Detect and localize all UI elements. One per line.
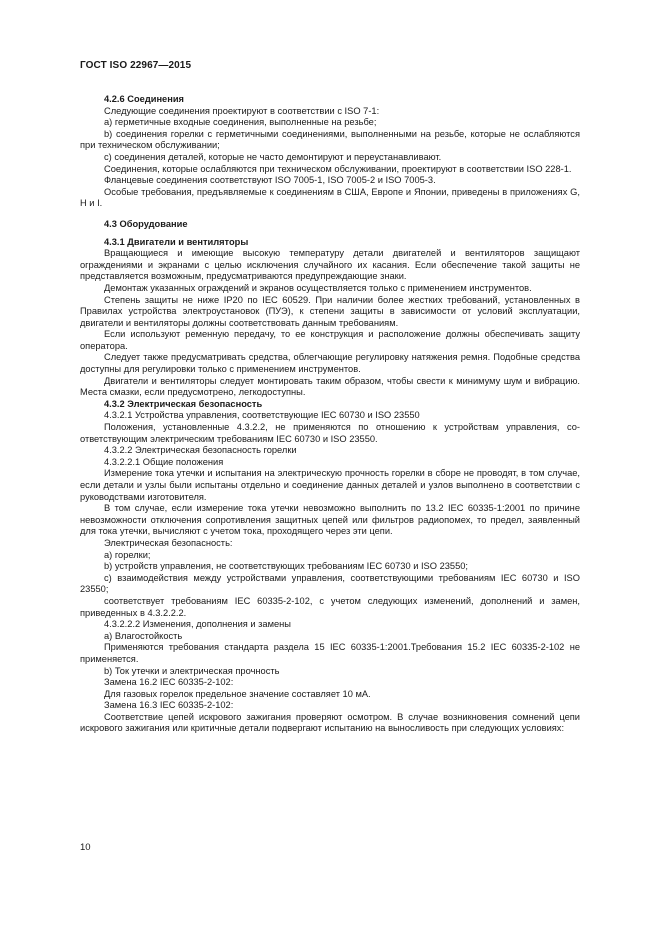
paragraph: Замена 16.3 IEC 60335-2-102: [104,700,234,711]
paragraph: Двигатели и вентиляторы следует монтировать таким образом, чтобы свести к минимуму шум и вибрацию. Места смазки, если предусмотрено, легкодоступны. [80,375,580,398]
list-item: a) горелки; [104,549,151,560]
paragraph: Фланцевые соединения соответствуют ISO 7005-1, ISO 7005-2 и ISO 7005-3. [104,175,436,186]
list-item: c) взаимодействия между устройствами управления, соответствующими требованиям IEC 60730 и ISO 23550; [80,572,580,595]
paragraph: Соединения, которые ослабляются при техническом обслуживании, проектируют в соответствии ISO 228-1. [104,163,572,174]
paragraph: В том случае, если измерение тока утечки невозможно выполнить по 13.2 IEC 60335-1:2001 по причине невозможности отключения сопротивления защитных цепей или фильтров радиопомех, то предел, заявленный для тока утечки, вычисляют с учетом тока, проходящего через эти цепи. [80,503,580,537]
list-item: b) Ток утечки и электрическая прочность [104,665,280,676]
paragraph: Применяются требования стандарта раздела 15 IEC 60335-1:2001.Требования 15.2 IEC 60335-2-102 не применяется. [80,642,580,664]
list-item: b) устройств управления, не соответствующих требованиям IEC 60730 и ISO 23550; [104,561,469,572]
paragraph: Электрическая безопасность: [104,537,233,548]
standard-header: ГОСТ ISO 22967—2015 [80,60,192,71]
paragraph: Положения, установленные 4.3.2.2, не применяются по отношению к устройствам управления, соответствующим электрическим требованиям IEC 60730 и ISO 23550. [80,422,580,444]
list-item: a) Влагостойкость [104,630,183,641]
paragraph: Следующие соединения проектируют в соответствии с ISO 7-1: [104,105,380,116]
paragraph: Вращающиеся и имеющие высокую температуру детали двигателей и вентиляторов защищают ограждениями и экранами с целью исключения случайного их касания. Если обеспечение такой защиты не представляется возможным, предусматриваются предупреждающие знаки. [80,248,580,282]
paragraph: Измерение тока утечки и испытания на электрическую прочность горелки в сборе не проводят, в том случае, если детали и узлы были испытаны отдельно и соединение данных деталей и узлов выполнено в соответствии с руководствами изготовителя. [80,468,580,502]
section-heading-4-2-6: 4.2.6 Соединения [104,94,184,104]
list-item: b) соединения горелки с герметичными соединениями, выполненными на резьбе, которые не ослабляются при техническом обслуживании; [80,128,580,151]
section-heading-4-3-1: 4.3.1 Двигатели и вентиляторы [104,236,249,247]
paragraph: Для газовых горелок предельное значение составляет 10 мА. [104,688,371,699]
paragraph: Соответствие цепей искрового зажигания проверяют осмотром. В случае возникновения сомнений цепи искрового зажигания или критичные детали подвергают испытанию на выносливость при следующих условиях: [80,711,580,734]
paragraph: Если используют ременную передачу, то ее конструкция и расположение должны обеспечивать защиту оператора. [80,329,580,351]
document-body [80,94,580,735]
subsection-heading: 4.3.2.1 Устройства управления, соответствующие IEC 60730 и ISO 23550 [104,410,420,421]
paragraph: Замена 16.2 IEC 60335-2-102: [104,677,234,688]
list-item: c) соединения деталей, которые не часто демонтируют и переустанавливают. [104,151,442,162]
section-heading-4-3: 4.3 Оборудование [104,218,188,229]
paragraph: Особые требования, предъявляемые к соединениям в США, Европе и Японии, приведены в приложениях G, H и I. [80,186,580,209]
paragraph: соответствует требованиям IEC 60335-2-102, с учетом следующих изменений, дополнений и замен, приведенных в 4.3.2.2.2. [80,595,580,618]
paragraph: Степень защиты не ниже IP20 по IEC 60529. При наличии более жестких требований, установленных в Правилах устройства электроустановок (ПУЭ), к степени защиты в зависимости от условий эксплуатации, двигатели и вентиляторы должны соответствовать данным требованиям. [80,294,580,328]
page-number: 10 [80,842,91,853]
subsection-heading: 4.3.2.2.1 Общие положения [104,456,224,467]
paragraph: Следует также предусматривать средства, облегчающие регулировку натяжения ремня. Подобные средства доступны для регулировки только с применением инструментов. [80,352,580,375]
paragraph: Демонтаж указанных ограждений и экранов осуществляется только с применением инструментов. [104,282,532,293]
list-item: a) герметичные входные соединения, выполненные на резьбе; [104,117,377,128]
subsection-heading: 4.3.2.2.2 Изменения, дополнения и замены [104,619,291,630]
section-heading-4-3-2: 4.3.2 Электрическая безопасность [104,398,263,409]
subsection-heading: 4.3.2.2 Электрическая безопасность горелки [104,445,297,456]
